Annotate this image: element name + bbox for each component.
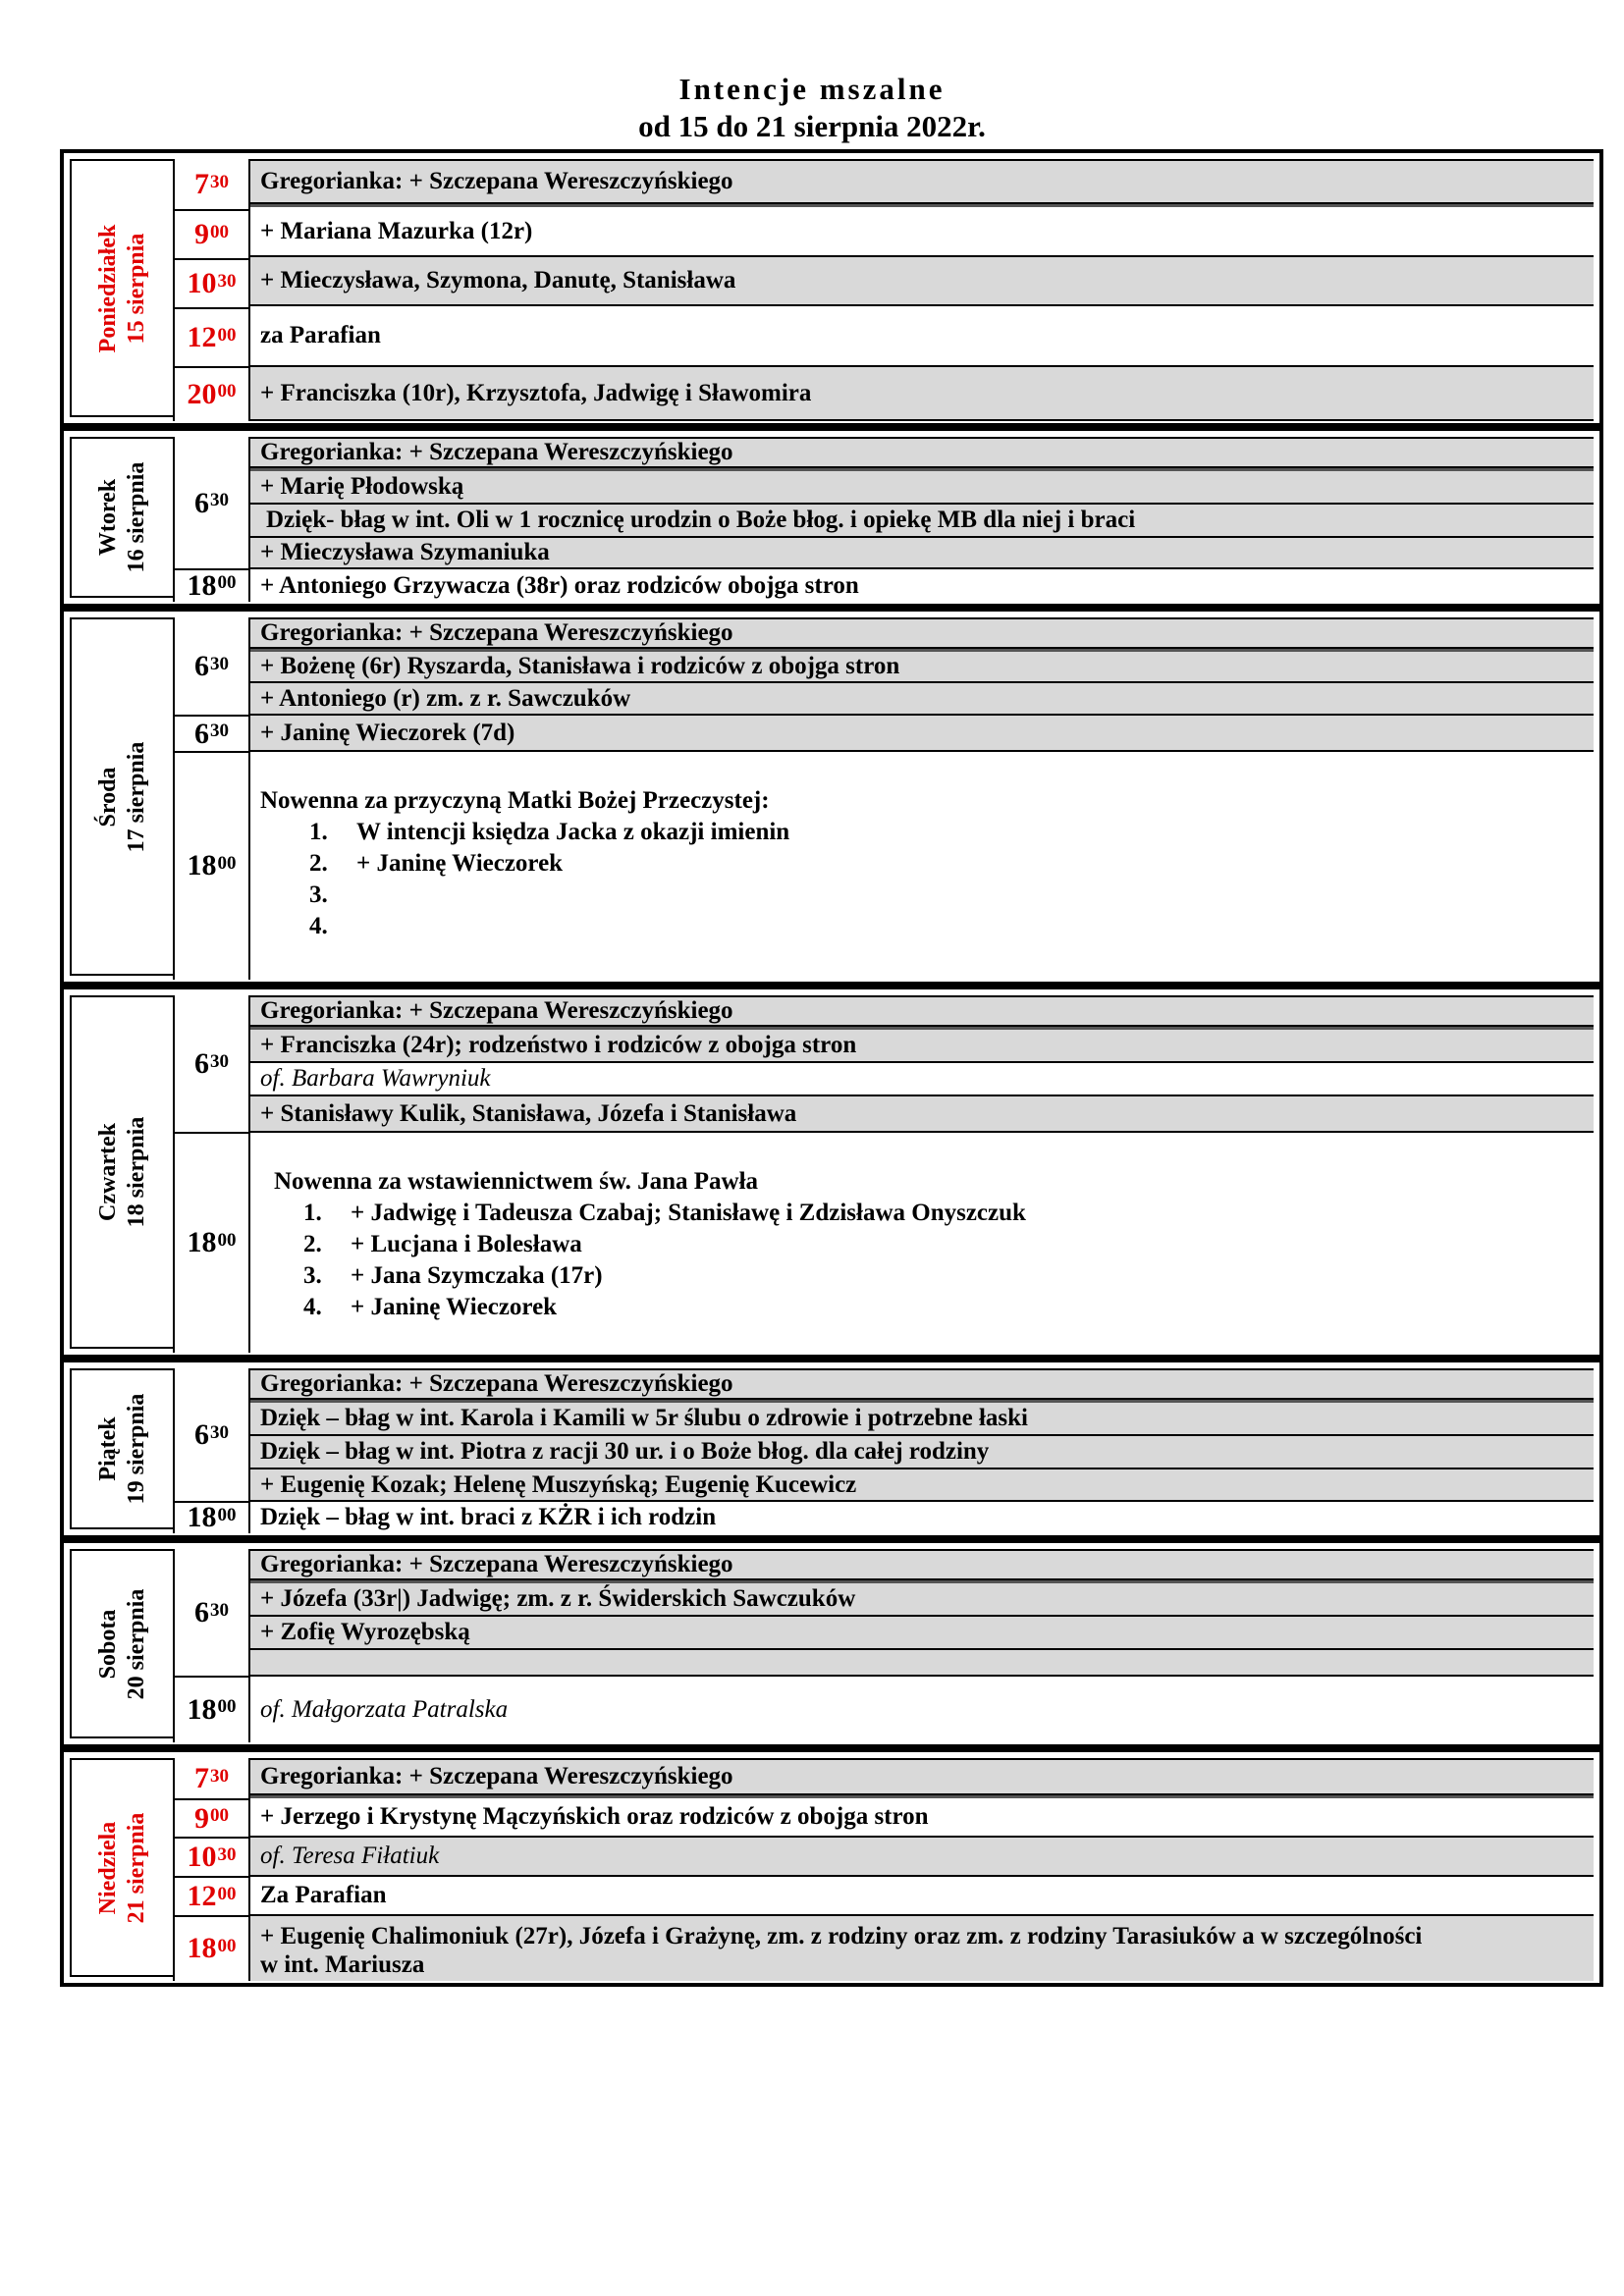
intention-row: + Mariana Mazurka (12r) [250,208,1594,257]
intention-row: Gregorianka: + Szczepana Wereszczyńskiego [250,995,1594,1027]
intention-row: + Franciszka (24r); rodzeństwo i rodziców z obojga stron [250,1030,1594,1063]
intention-row: Dzięk- błag w int. Oli w 1 rocznicę urodzin o Boże błog. i opiekę MB dla niej i braci [250,505,1594,538]
intention-row: + Franciszka (10r), Krzysztofa, Jadwigę i Sławomira [250,367,1594,421]
mass-time: 6 $^{30}$ [173,1368,250,1502]
novena-header: Nowenna za przyczyną Matki Bożej Przeczystej: [260,787,770,814]
day-label-column [70,1368,173,1529]
intention-row: + Eugenię Kozak; Helenę Muszyńską; Eugenię Kucewicz [250,1469,1594,1502]
intention-row: + Józefa (33r|) Jadwigę; zm. z r. Świderskich Sawczuków [250,1583,1594,1617]
novena-item: 2. + Lucjana i Bolesława [303,1231,582,1257]
novena-section [250,752,1594,980]
day-name: Wtorek [94,478,121,557]
day-label-column [70,159,173,417]
intention-row: Gregorianka: + Szczepana Wereszczyńskiego [250,1758,1594,1795]
page-title: Intencje mszalne [678,72,946,106]
mass-time: 6 $^{30}$ [173,995,250,1133]
novena-header: Nowenna za wstawiennictwem św. Jana Pawła [274,1168,759,1195]
mass-time: 18 $^{00}$ [173,1677,250,1742]
day-label-column [70,617,173,976]
intention-row [250,1916,1594,1981]
intention-line: + Eugenię Chalimoniuk (27r), Józefa i Grażynę, zm. z rodziny oraz zm. z rodziny Tarasiuków a w szczególności [260,1923,1423,1949]
intention-row: Dzięk – błag w int. Karola i Kamili w 5r ślubu o zdrowie i potrzebne łaski [250,1403,1594,1436]
novena-section [250,1133,1594,1353]
novena-item: 3. + Jana Szymczaka (17r) [303,1262,603,1289]
intention-row: + Antoniego (r) zm. z r. Sawczuków [250,683,1594,716]
novena-item: 1. + Jadwigę i Tadeusza Czabaj; Stanisławę i Zdzisława Onyszczuk [303,1200,1026,1226]
day-name: Piątek [94,1416,121,1481]
mass-time: 18 $^{00}$ [173,569,250,602]
day-label-column [70,995,173,1349]
intention-row [250,1677,1594,1742]
day-name: Niedziela [94,1821,121,1914]
mass-time: 9 $^{00}$ [173,1799,250,1838]
intention-row: za Parafian [250,306,1594,367]
day-block-wednesday [60,608,1603,986]
novena-item: 4. [309,913,328,939]
intention-row [250,1838,1594,1877]
mass-time: 10 $^{30}$ [173,259,250,308]
intention-row: + Bożenę (6r) Ryszarda, Stanisława i rodziców z obojga stron [250,652,1594,683]
offering-name: of. Małgorzata Patralska [260,1695,509,1723]
intention-row: Dzięk – błag w int. braci z KŻR i ich rodzin [250,1502,1594,1533]
novena-item: 2. + Janinę Wieczorek [309,850,564,877]
day-name: Poniedziałek [94,224,121,352]
day-block-saturday [60,1539,1603,1748]
intention-row: + Zofię Wyrozębską [250,1617,1594,1650]
mass-time: 18 $^{00}$ [173,1133,250,1353]
day-label-column [70,1758,173,1977]
day-block-tuesday [60,427,1603,608]
mass-time: 18 $^{00}$ [173,1916,250,1981]
novena-item: 4. + Janinę Wieczorek [303,1294,558,1320]
mass-time: 18 $^{00}$ [173,1502,250,1533]
novena-item: 1. W intencji księdza Jacka z okazji imienin [309,819,790,845]
mass-time: 9 $^{00}$ [173,210,250,259]
mass-time: 12 $^{00}$ [173,308,250,367]
day-block-thursday [60,986,1603,1359]
offering-name: of. Barbara Wawryniuk [260,1065,491,1092]
mass-time: 10 $^{30}$ [173,1838,250,1877]
day-date: 16 sierpnia [123,461,149,573]
intention-row: Gregorianka: + Szczepana Wereszczyńskiego [250,159,1594,204]
intention-row: + Mieczysława, Szymona, Danutę, Stanisława [250,257,1594,306]
intention-row: Gregorianka: + Szczepana Wereszczyńskiego [250,617,1594,649]
mass-time: 6 $^{30}$ [173,617,250,716]
day-date: 17 sierpnia [123,741,149,852]
intention-row: Gregorianka: + Szczepana Wereszczyńskiego [250,437,1594,468]
mass-time: 7 $^{30}$ [173,159,250,210]
intention-row: Gregorianka: + Szczepana Wereszczyńskiego [250,1368,1594,1400]
offering-name: of. Teresa Fiłatiuk [260,1842,440,1869]
intention-row [250,1063,1594,1096]
day-name: Środa [94,767,121,827]
day-label-column [70,1549,173,1738]
mass-time: 20 $^{00}$ [173,367,250,421]
mass-time: 6 $^{30}$ [173,716,250,752]
day-block-monday [60,149,1603,427]
day-date: 15 sierpnia [123,233,149,344]
day-name: Sobota [94,1609,121,1679]
day-date: 20 sierpnia [123,1588,149,1699]
mass-time: 12 $^{00}$ [173,1877,250,1916]
mass-time: 6 $^{30}$ [173,437,250,569]
mass-time: 6 $^{30}$ [173,1549,250,1677]
day-block-sunday [60,1748,1603,1987]
day-block-friday [60,1359,1603,1539]
intention-row: Gregorianka: + Szczepana Wereszczyńskiego [250,1549,1594,1580]
mass-time: 7 $^{30}$ [173,1758,250,1799]
intention-row: Dzięk – błag w int. Piotra z racji 30 ur. i o Boże błog. dla całej rodziny [250,1436,1594,1469]
intention-line: w int. Mariusza [260,1951,425,1978]
day-date: 18 sierpnia [123,1116,149,1228]
page-subtitle: od 15 do 21 sierpnia 2022r. [638,109,986,143]
intention-row: + Jerzego i Krystynę Mączyńskich oraz rodziców z obojga stron [250,1798,1594,1838]
intention-row: + Stanisławy Kulik, Stanisława, Józefa i Stanisława [250,1096,1594,1133]
day-name: Czwartek [94,1123,121,1221]
intention-row: Za Parafian [250,1877,1594,1916]
intention-row [250,1650,1594,1677]
intention-row: + Janinę Wieczorek (7d) [250,716,1594,752]
intention-row: + Mieczysława Szymaniuka [250,538,1594,569]
novena-item: 3. [309,881,328,908]
intention-row: + Marię Płodowską [250,471,1594,505]
intention-row: + Antoniego Grzywacza (38r) oraz rodziców obojga stron [250,569,1594,602]
day-date: 21 sierpnia [123,1812,149,1923]
mass-time: 18 $^{00}$ [173,752,250,980]
day-label-column [70,437,173,598]
day-date: 19 sierpnia [123,1393,149,1505]
